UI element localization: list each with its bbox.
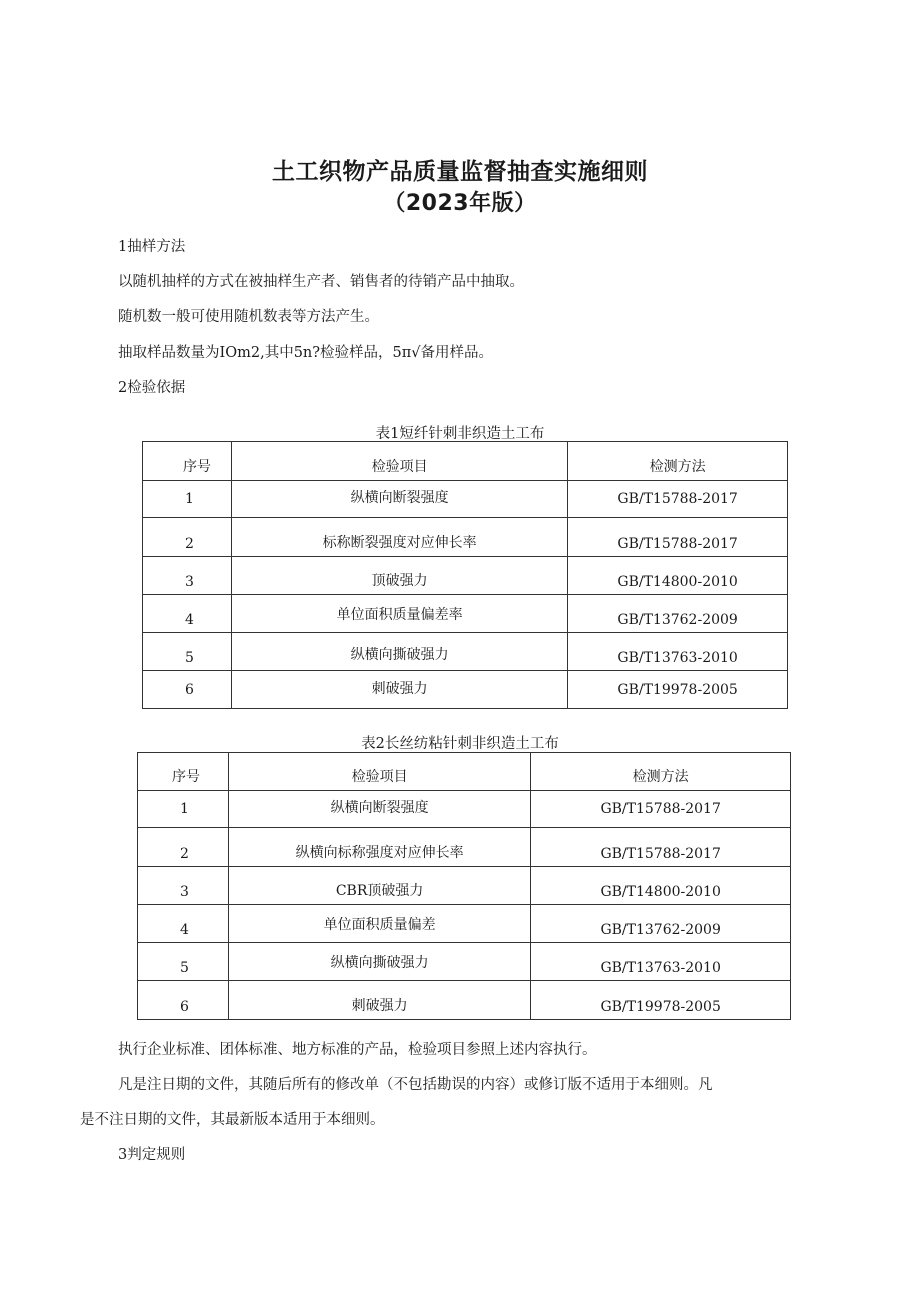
- table-row: [138, 828, 791, 867]
- row-item: CBR顶破强力: [228, 867, 530, 905]
- row-item: 纵横向断裂强度: [228, 791, 530, 828]
- section-2-heading: 2检验依据: [118, 380, 186, 396]
- row-item: 纵横向撕破强力: [231, 633, 567, 671]
- sampling-paragraph-2: 随机数一般可使用随机数表等方法产生。: [118, 309, 379, 325]
- row-method: GB/T13763-2010: [568, 633, 788, 671]
- table-row: [143, 557, 788, 595]
- table-row: [138, 981, 791, 1020]
- row-method: GB/T15788-2017: [531, 791, 791, 828]
- row-index: 6: [138, 981, 229, 1020]
- table-row: [143, 633, 788, 671]
- table-row: [138, 905, 791, 943]
- note-paragraph-2-line-2: 是不注日期的文件，其最新版本适用于本细则。: [80, 1112, 385, 1128]
- row-index: 2: [143, 518, 232, 557]
- table-1: [142, 441, 788, 709]
- note-paragraph-2-line-1: 凡是注日期的文件，其随后所有的修改单（不包括勘误的内容）或修订版不适用于本细则。凡: [118, 1077, 713, 1093]
- header-cell-index: 序号: [143, 442, 232, 481]
- table-2: [137, 752, 791, 1020]
- table-2-caption: 表2长丝纺粘针刺非织造土工布: [361, 736, 559, 752]
- row-item: 标称断裂强度对应伸长率: [231, 518, 567, 557]
- header-cell-method: 检测方法: [568, 442, 788, 481]
- row-method: GB/T13762-2009: [568, 595, 788, 633]
- table-row: [143, 518, 788, 557]
- row-method: GB/T19978-2005: [531, 981, 791, 1020]
- table-row: [143, 595, 788, 633]
- header-cell-index: 序号: [138, 753, 229, 791]
- row-method: GB/T14800-2010: [568, 557, 788, 595]
- document-subtitle: （2023年版）: [383, 191, 537, 216]
- document-title: 土工织物产品质量监督抽查实施细则: [272, 159, 648, 185]
- row-item: 纵横向断裂强度: [231, 481, 567, 518]
- row-index: 3: [143, 557, 232, 595]
- sampling-paragraph-3: 抽取样品数量为IOm2,其中5n?检验样品，5π√备用样品。: [118, 345, 494, 361]
- row-item: 单位面积质量偏差率: [231, 595, 567, 633]
- table-row: [138, 791, 791, 828]
- row-index: 4: [138, 905, 229, 943]
- table-header-row: [138, 753, 791, 791]
- table-row: [138, 943, 791, 981]
- row-index: 6: [143, 671, 232, 709]
- header-cell-method: 检测方法: [531, 753, 791, 791]
- note-paragraph-1: 执行企业标准、团体标准、地方标准的产品，检验项目参照上述内容执行。: [118, 1042, 597, 1058]
- row-index: 5: [143, 633, 232, 671]
- row-item: 单位面积质量偏差: [228, 905, 530, 943]
- row-method: GB/T15788-2017: [568, 481, 788, 518]
- row-method: GB/T19978-2005: [568, 671, 788, 709]
- table-row: [143, 481, 788, 518]
- row-method: GB/T13763-2010: [531, 943, 791, 981]
- row-index: 1: [138, 791, 229, 828]
- row-method: GB/T13762-2009: [531, 905, 791, 943]
- row-index: 1: [143, 481, 232, 518]
- row-method: GB/T15788-2017: [568, 518, 788, 557]
- section-1-heading: 1抽样方法: [118, 239, 186, 255]
- table-header-row: [143, 442, 788, 481]
- row-method: GB/T14800-2010: [531, 867, 791, 905]
- row-index: 5: [138, 943, 229, 981]
- row-index: 3: [138, 867, 229, 905]
- row-item: 纵横向撕破强力: [228, 943, 530, 981]
- row-item: 顶破强力: [231, 557, 567, 595]
- row-item: 刺破强力: [231, 671, 567, 709]
- table-row: [143, 671, 788, 709]
- row-index: 4: [143, 595, 232, 633]
- table-row: [138, 867, 791, 905]
- row-item: 纵横向标称强度对应伸长率: [228, 828, 530, 867]
- section-3-heading: 3判定规则: [118, 1147, 186, 1163]
- row-index: 2: [138, 828, 229, 867]
- header-cell-item: 检验项目: [228, 753, 530, 791]
- row-method: GB/T15788-2017: [531, 828, 791, 867]
- header-cell-item: 检验项目: [231, 442, 567, 481]
- table-1-caption: 表1短纤针刺非织造土工布: [375, 426, 545, 442]
- row-item: 刺破强力: [228, 981, 530, 1020]
- sampling-paragraph-1: 以随机抽样的方式在被抽样生产者、销售者的待销产品中抽取。: [118, 274, 524, 290]
